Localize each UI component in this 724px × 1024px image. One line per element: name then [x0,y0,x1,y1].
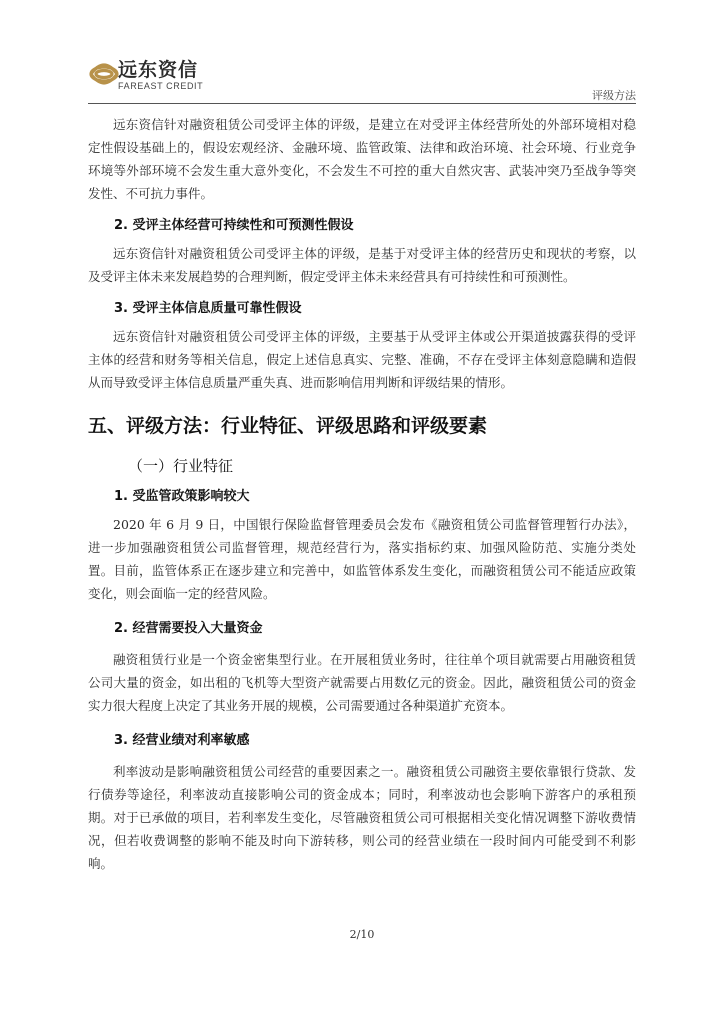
heading-regulatory-policy: 1. 受监管政策影响较大 [114,489,250,504]
heading-information-quality: 3. 受评主体信息质量可靠性假设 [114,301,302,316]
section-title-rating-method: 五、评级方法：行业特征、评级思路和评级要素 [88,415,488,437]
paragraph-information-quality: 远东资信针对融资租赁公司受评主体的评级，主要基于从受评主体或公开渠道披露获得的受评主体的经营和财务等相关信息，假定上述信息真实、完整、准确，不存在受评主体刻意隐瞒和造假从而导致受评主体信息质量严重失真、进而影响信用判断和评级结果的情形。 [88,329,636,390]
paragraph-regulatory-policy: 2020 年 6 月 9 日，中国银行保险监督管理委员会发布《融资租赁公司监督管理暂行办法》，进一步加强融资租赁公司监督管理，规范经营行为，落实指标约束、加强风险防范、实施分类处置。目前，监管体系正在逐步建立和完善中，如监管体系发生变化，而融资租赁公司不能适应政策变化，则会面临一定的经营风险。 [88,517,636,601]
paragraph-external-environment: 远东资信针对融资租赁公司受评主体的评级，是建立在对受评主体经营所处的外部环境相对稳定性假设基础上的，假设宏观经济、金融环境、监管政策、法律和政治环境、社会环境、行业竞争环境等外部环境不会发生重大意外变化，不会发生不可控的重大自然灾害、武装冲突乃至战争等突发性、不可抗力事件。 [88,117,636,201]
logo-english-name: FAREAST CREDIT [118,81,204,91]
heading-sustainability-assumption: 2. 受评主体经营可持续性和可预测性假设 [114,218,354,233]
page-number: 2/10 [349,928,375,941]
logo-chinese-name: 远东资信 [118,59,199,81]
heading-capital-requirement: 2. 经营需要投入大量资金 [114,621,263,636]
subsection-industry-features: （一）行业特征 [128,457,234,475]
header-section-tag: 评级方法 [592,89,636,102]
paragraph-interest-rate-sensitivity: 利率波动是影响融资租赁公司经营的重要因素之一。融资租赁公司融资主要依靠银行贷款、发行债券等途径，利率波动直接影响公司的资金成本；同时，利率波动也会影响下游客户的承租预期。对于已承做的项目，若利率发生变化，尽管融资租赁公司可根据相关变化情况调整下游收费情况，但若收费调整的影响不能及时向下游转移，则公司的经营业绩在一段时间内可能受到不利影响。 [88,764,636,871]
document-body [88,113,636,875]
paragraph-sustainability: 远东资信针对融资租赁公司受评主体的评级，是基于对受评主体的经营历史和现状的考察，以及受评主体未来发展趋势的合理判断，假定受评主体未来经营具有可持续性和可预测性。 [88,246,636,284]
heading-interest-rate-sensitivity: 3. 经营业绩对利率敏感 [114,733,250,748]
paragraph-capital-requirement: 融资租赁行业是一个资金密集型行业。在开展租赁业务时，往往单个项目就需要占用融资租赁公司大量的资金，如出租的飞机等大型资产就需要占用数亿元的资金。因此，融资租赁公司的资金实力很大程度上决定了其业务开展的规模，公司需要通过各种渠道扩充资本。 [88,652,636,713]
page-header [0,0,724,105]
header-divider [88,103,636,104]
